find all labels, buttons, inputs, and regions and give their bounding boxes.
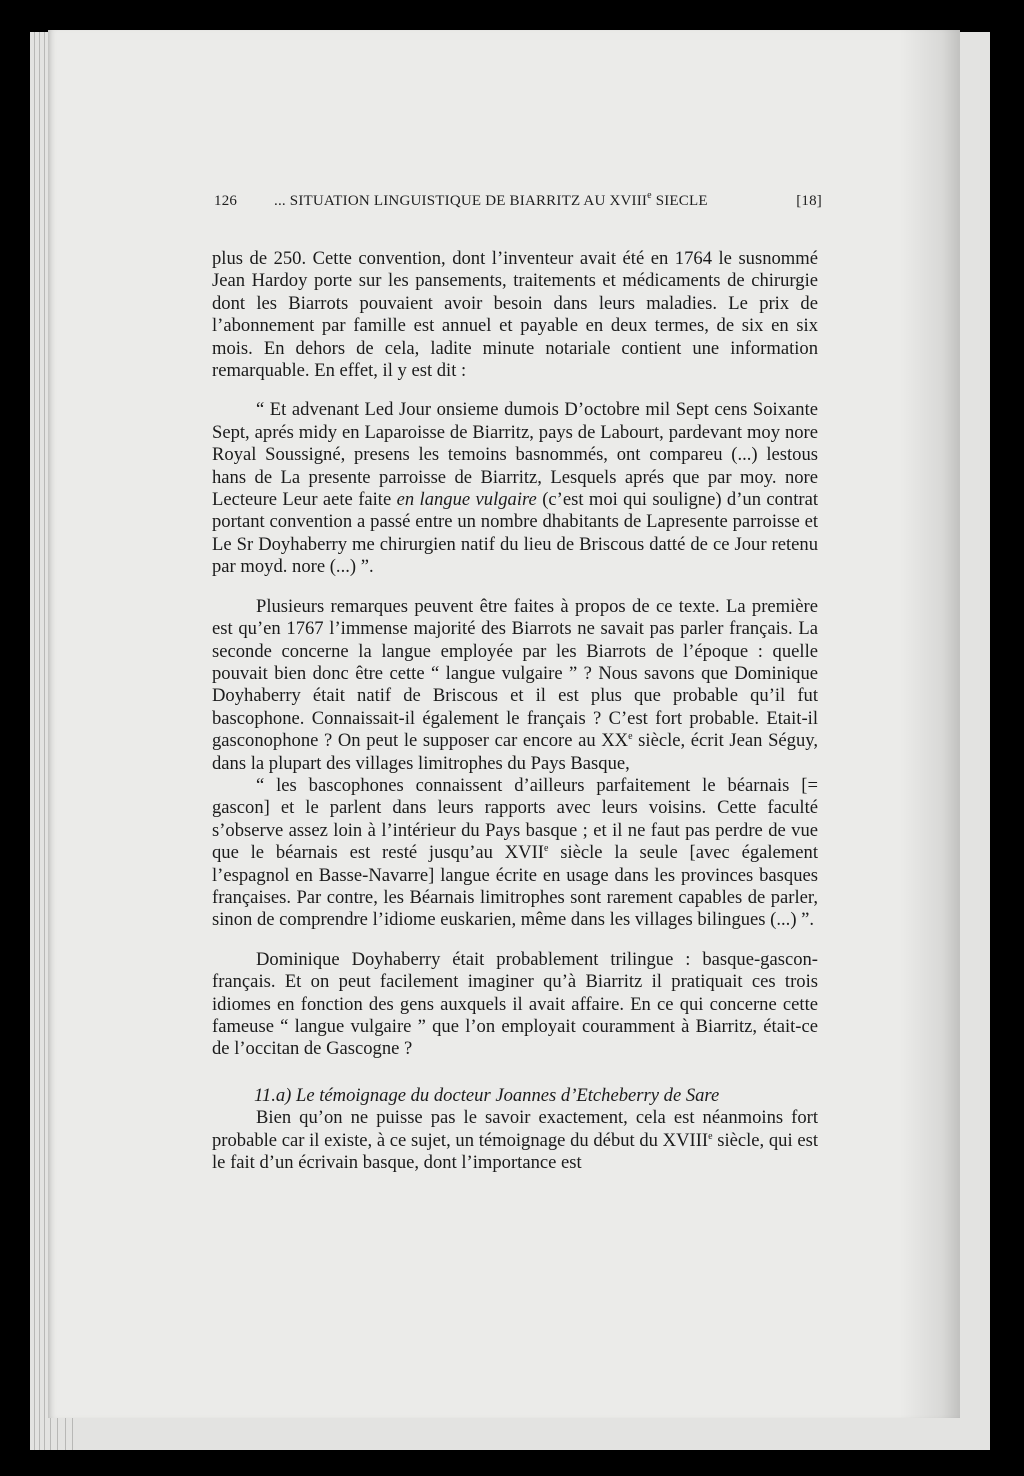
paragraph: Plusieurs remarques peuvent être faites à propos de ce texte. La première est qu’en 1767 l’immense majorité des Biarrots ne savait pas parler français. La seconde concerne la langue employée par les Biarrots de l’époque : quelle pouvait bien donc être cette “ langue vulgaire ” ? Nous savons que Dominique Doyhaberry était natif de Briscous et il est plus que probable qu’il fut bascophone. Connaissait-il également le français ? C’est fort probable. Etait-il gasconophone ? On peut le supposer car encore au XXe siècle, écrit Jean Séguy, dans la plupart des villages limitrophes du Pays Basque, xyxy=(212,595,819,774)
running-header xyxy=(214,190,822,215)
section-reference: [18] xyxy=(796,193,822,209)
page-curl-shadow xyxy=(900,30,960,1418)
paragraph: Dominique Doyhaberry était probablement trilingue : basque-gascon-français. Et on peut facilement imaginer qu’à Biarritz il pratiquait ces trois idiomes en fonction des gens auxquels il avait affaire. En ce qui concerne cette fameuse “ langue vulgaire ” que l’on employait couramment à Biarritz, était-ce de l’occitan de Gascogne ? xyxy=(212,948,818,1060)
paragraph: plus de 250. Cette convention, dont l’inventeur avait été en 1764 le susnommé Jean Hardoy porte sur les pansements, traitements et médicaments de chirurgie dont les Biarrots pouvaient avoir besoin dans leurs maladies. Le prix de l’abonnement par famille est annuel et payable en deux termes, de six en six mois. En dehors de cela, ladite minute notariale contient une information remarquable. En effet, il y est dit : xyxy=(212,248,818,382)
section-heading: 11.a) Le témoignage du docteur Joannes d’Etcheberry de Sare xyxy=(254,1084,720,1106)
body-text xyxy=(212,248,818,1174)
running-title: ... SITUATION LINGUISTIQUE DE BIARRITZ AU XVIIIe SIECLE xyxy=(274,190,708,209)
page-edge xyxy=(44,32,45,1450)
page-edge xyxy=(39,32,40,1450)
page-number: 126 xyxy=(214,193,238,209)
block-quote: “ Et advenant Led Jour onsieme dumois D’octobre mil Sept cens Soixante Sept, aprés midy en Laparoisse de Biarritz, pays de Labourt, pardevant moy nore Royal Soussigné, presens les temoins basnommés, ont compareu (...) lestous hans de La presente parroisse de Biarritz, Lesquels aprés que par moy. nore Lecteure Leur aete faite en langue vulgaire (c’est moi qui souligne) d’un contrat portant convention a passé entre un nombre dhabitants de Lapresente parroisse et Le Sr Doyhaberry me chirurgien natif du lieu de Briscous datté de ce Jour retenu par moyd. nore (...) ”. xyxy=(212,399,818,578)
page-edge xyxy=(34,32,35,1450)
block-quote: “ les bascophones connaissent d’ailleurs parfaitement le béarnais [= gascon] et le parlent dans leurs rapports avec leurs voisins. Cette faculté s’observe assez loin à l’intérieur du Pays basque ; et il ne faut pas perdre de vue que le béarnais est resté jusqu’au XVIIe siècle la seule [avec également l’espagnol en Basse-Navarre] langue écrite en usage dans les provinces basques françaises. Par contre, les Béarnais limitrophes sont rarement capables de parler, sinon de comprendre l’idiome euskarien, même dans les villages bilingues (...) ”. xyxy=(212,774,818,931)
paragraph: Bien qu’on ne puisse pas le savoir exactement, cela est néanmoins fort probable car il existe, à ce sujet, un témoignage du début du XVIIIe siècle, qui est le fait d’un écrivain basque, dont l’importance est xyxy=(212,1107,818,1174)
